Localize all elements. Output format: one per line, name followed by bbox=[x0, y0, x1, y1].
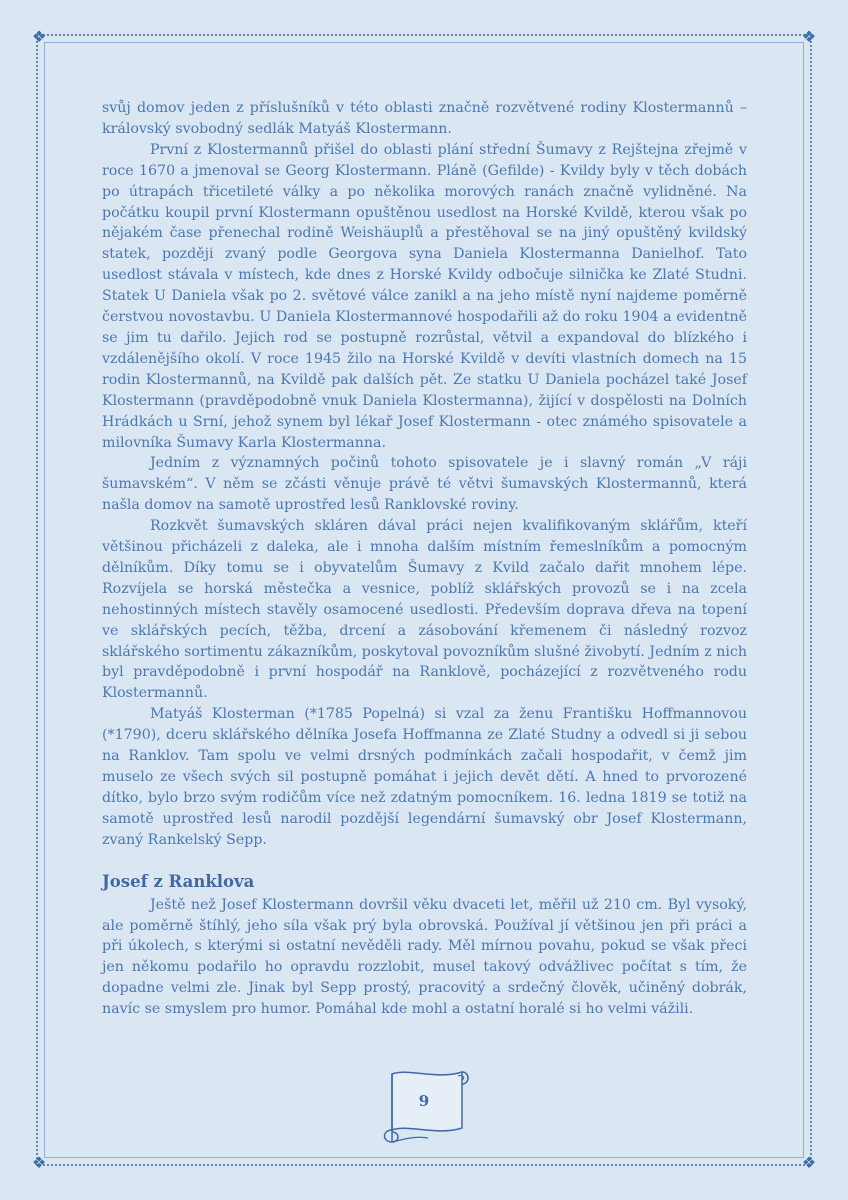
corner-ornament-icon: ❖ bbox=[31, 27, 47, 46]
paragraph: Jedním z významných počinů tohoto spisovatele je i slavný román „V ráji šumavském“. V něm se zčásti věnuje právě té větvi šumavských Klostermannů, která našla domov na samotě uprostřed lesů Ranklovské roviny. bbox=[102, 455, 747, 514]
corner-ornament-icon: ❖ bbox=[31, 1153, 47, 1172]
page-number: 9 bbox=[418, 1092, 430, 1110]
corner-ornament-icon: ❖ bbox=[801, 27, 817, 46]
paragraph: První z Klostermannů přišel do oblasti plání střední Šumavy z Rejštejna zřejmě v roce 1670 a jmenoval se Georg Klostermann. Pláně (Gefilde) - Kvildy byly v těch dobách po útrapách třicetileté války a po několika morových ranách značně vylidněné. Na počátku koupil první Klostermann opuštěnou usedlost na Horské Kvildě, kterou však po nějakém čase přenechal rodině Weishäuplů a přestěhoval se na jiný opuštěný kvildský statek, později zvaný podle Georgova syna Daniela Klostermanna Danielhof. Tato usedlost stávala v místech, kde dnes z Horské Kvildy odbočuje silnička ke Zlaté Studni. Statek U Daniela však po 2. světové válce zanikl a na jeho místě nyní najdeme poměrně čerstvou novostavbu. U Daniela Klostermannové hospodařili až do roku 1904 a evidentně se jim tu dařilo. Jejich rod se postupně rozrůstal, větvil a expandoval do blízkého i vzdálenějšího okolí. V roce 1945 žilo na Horské Kvildě v devíti vlastních domech na 15 rodin Klostermannů, na Kvildě pak dalších pět. Ze statku U Daniela pocházel také Josef Klostermann (pravděpodobně vnuk Daniela Klostermanna), žijící v dospělosti na Dolních Hrádkách u Srní, jehož synem byl lékař Josef Klostermann - otec známého spisovatele a milovníka Šumavy Karla Klostermanna. bbox=[102, 141, 747, 451]
paragraph: Matyáš Klosterman (*1785 Popelná) si vzal za ženu Františku Hoffmannovou (*1790), dceru sklářského dělníka Josefa Hoffmanna ze Zlaté Studny a odvedl si ji sebou na Ranklov. Tam spolu ve velmi drsných podmínkách začali hospodařit, v čemž jim muselo ze všech svých sil postupně pomáhat i jejich devět dětí. A hned to prvorozené dítko, bylo brzo svým rodičům více než zdatným pomocníkem. 16. ledna 1819 se totiž na samotě uprostřed lesů narodil pozdější legendární šumavský obr Josef Klostermann, zvaný Rankelský Sepp. bbox=[102, 706, 747, 848]
article-body bbox=[102, 98, 747, 1020]
page-number-scroll bbox=[378, 1066, 470, 1146]
paragraph: Ještě než Josef Klostermann dovršil věku dvaceti let, měřil už 210 cm. Byl vysoký, ale poměrně štíhlý, jeho síla však prý byla obrovská. Používal jí většinou jen při práci a při úkolech, s kterými si ostatní nevěděli rady. Měl mírnou povahu, pokud se však přeci jen někomu podařilo ho opravdu rozzlobit, musel takový odvážlivec počítat s tím, že dopadne velmi zle. Jinak byl Sepp prostý, pracovitý a srdečný člověk, učiněný dobrák, navíc se smyslem pro humor. Pomáhal kde mohl a ostatní horalé si ho velmi vážili. bbox=[102, 896, 747, 1018]
paragraph: Rozkvět šumavských skláren dával práci nejen kvalifikovaným sklářům, kteří většinou přicházeli z daleka, ale i mnoha dalším místním řemeslníkům a pomocným dělníkům. Díky tomu se i obyvatelům Šumavy z Kvild začalo dařit mnohem lépe. Rozvíjela se horská městečka a vesnice, poblíž sklářských provozů se i na zcela nehostinných místech stavěly osamocené usedlosti. Především doprava dřeva na topení ve sklářských pecích, těžba, drcení a zásobování křemenem či následný rozvoz sklářského sortimentu zákazníkům, poskytoval povozníkům slušné živobytí. Jedním z nich byl pravděpodobně i první hospodář na Ranklově, pocházející z rozvětveného rodu Klostermannů. bbox=[102, 518, 747, 702]
section-heading: Josef z Ranklova bbox=[102, 871, 255, 891]
paragraph: svůj domov jeden z příslušníků v této oblasti značně rozvětvené rodiny Klostermannů – královský svobodný sedlák Matyáš Klostermann. bbox=[102, 100, 747, 137]
corner-ornament-icon: ❖ bbox=[801, 1153, 817, 1172]
